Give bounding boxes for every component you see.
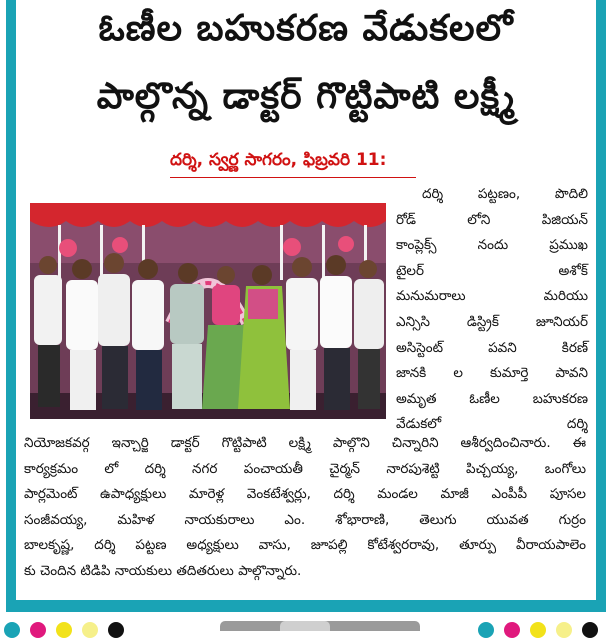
- registration-dot: [82, 622, 98, 638]
- text-line: మనుమరాలు మరియు: [396, 288, 588, 305]
- event-photo: [30, 203, 386, 419]
- article-text-right-column: [396, 182, 588, 438]
- text-line: దర్శి పట్టణం, పొదిలి: [422, 186, 588, 202]
- text-line: కాంప్లెక్స్ నందు ప్రముఖ: [396, 237, 588, 254]
- scroll-thumb[interactable]: [280, 621, 330, 631]
- headline-line-2: పాల్గొన్న డాక్టర్ గొట్టిపాటి లక్ష్మీ: [96, 76, 516, 117]
- newspaper-clipping: [16, 0, 596, 600]
- registration-dot: [56, 622, 72, 638]
- text-line: కు చెందిన టిడిపి నాయకులు తదితరులు పాల్గొన్నారు.: [24, 562, 302, 579]
- registration-dot: [108, 622, 124, 638]
- text-line: కార్యక్రమం లో దర్శి నగర పంచాయతీ చైర్మన్ నారపుశెట్టి పిచ్చయ్య, ఒంగోలు: [24, 460, 586, 477]
- event-photo-illustration: [30, 203, 386, 419]
- text-line: రోడ్ లోని పిజియన్: [396, 211, 588, 228]
- text-line: పార్లమెంట్ ఉపాధ్యక్షులు మారెళ్ల వెంకటేశ్వర్లు, దర్శి మండల మాజీ ఎంపీపీ పూసల: [24, 486, 586, 503]
- text-line: టైలర్ అశోక్: [396, 262, 588, 279]
- registration-dot: [556, 622, 572, 638]
- text-line: జానకి ల కుమార్తె పావని: [396, 365, 588, 382]
- registration-dot: [4, 622, 20, 638]
- text-line: నియోజకవర్గ ఇన్చార్జి డాక్టర్ గొట్టిపాటి లక్ష్మి పాల్గొని చిన్నారిని ఆశీర్వదించినారు. ఈ: [24, 435, 586, 451]
- text-line: అసిస్టెంట్ పవని కిరణ్: [396, 339, 588, 356]
- dateline: దర్శి, స్వర్ణ సాగరం, ఫిబ్రవరి 11:: [170, 150, 416, 178]
- text-line: వేడుకలో దర్శి: [396, 416, 588, 433]
- text-line: సంజీవయ్య, మహిళ నాయకురాలు ఎం. శోభారాణి, తెలుగు యువత గుర్రం: [24, 511, 586, 528]
- article-text-full-width: [24, 431, 586, 585]
- text-line: బాలకృష్ణ, దర్శి పట్టణ అధ్యక్షులు వాసు, జూపల్లి కోటేశ్వరరావు, తూర్పు వీరాయపాలెం: [24, 537, 586, 554]
- registration-dot: [530, 622, 546, 638]
- registration-dot: [30, 622, 46, 638]
- text-line: అమృత ఓణీల బహుకరణ: [396, 390, 588, 407]
- registration-dot: [582, 622, 598, 638]
- registration-dot: [504, 622, 520, 638]
- text-line: ఎన్సిసి డిస్ట్రిక్ జూనియర్: [396, 313, 588, 330]
- headline-line-1: ఓణీల బహుకరణ వేడుకలలో: [98, 8, 514, 49]
- registration-dot: [478, 622, 494, 638]
